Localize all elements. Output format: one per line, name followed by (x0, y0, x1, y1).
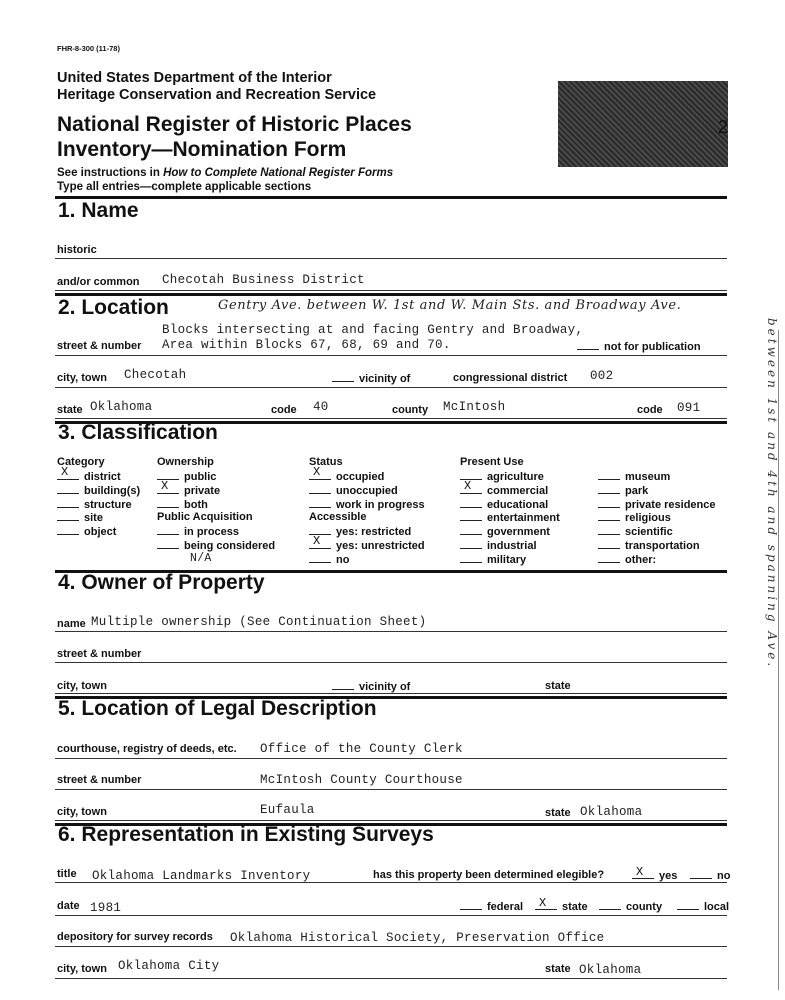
form-title-line2: Inventory—Nomination Form (57, 138, 347, 161)
state-option-label: state (562, 901, 588, 913)
not-for-publication[interactable] (577, 340, 701, 353)
present-use-checkbox[interactable] (598, 484, 620, 494)
status-heading: Status (309, 456, 343, 468)
ownership-checkbox[interactable] (157, 478, 179, 494)
section3-heading: 3. Classification (58, 421, 218, 444)
city-field[interactable]: Checotah (124, 368, 187, 382)
accessible-option[interactable] (309, 553, 425, 567)
category-option[interactable] (57, 511, 140, 525)
federal-option[interactable] (460, 900, 523, 913)
legal-state-field[interactable]: Oklahoma (580, 805, 643, 819)
present-use-checkbox[interactable] (460, 498, 482, 508)
present-use-label: military (487, 553, 527, 566)
present-use-option[interactable] (460, 498, 560, 512)
present-use-options-2 (598, 470, 716, 567)
present-use-checkbox[interactable] (460, 525, 482, 535)
accessible-checkbox[interactable] (309, 533, 331, 549)
vicinity-label: vicinity of (359, 373, 411, 385)
status-option[interactable] (309, 465, 425, 484)
eligible-label: has this property been determined elegible? (373, 869, 605, 881)
present-use-checkbox[interactable] (598, 539, 620, 549)
acquisition-heading: Public Acquisition (157, 511, 253, 523)
survey-city-field[interactable]: Oklahoma City (118, 959, 220, 973)
state-option-mark: X (539, 896, 547, 910)
legal-street-label: street & number (57, 774, 142, 786)
received-stamp (558, 81, 728, 167)
form-title (57, 112, 412, 162)
status-option[interactable] (309, 484, 425, 498)
depository-field[interactable]: Oklahoma Historical Society, Preservation Office (230, 931, 605, 945)
present-use-label: educational (487, 498, 549, 511)
section5-heading: 5. Location of Legal Description (58, 697, 377, 720)
category-option[interactable] (57, 525, 140, 539)
owner-name-field[interactable]: Multiple ownership (See Continuation Sheet) (91, 615, 427, 629)
category-label: district (84, 471, 121, 483)
ownership-mark: X (161, 478, 169, 493)
category-checkbox[interactable] (57, 465, 79, 480)
county-field[interactable]: McIntosh (443, 400, 506, 414)
status-checkbox[interactable] (309, 498, 331, 508)
eligible-no-label: no (717, 870, 731, 882)
street-line1[interactable]: Blocks intersecting at and facing Gentry and Broadway, (162, 323, 584, 337)
section2-heading: 2. Location (58, 296, 169, 319)
category-checkbox[interactable] (57, 525, 79, 535)
right-edge-line (778, 330, 779, 990)
legal-state-label: state (545, 807, 571, 819)
present-use-checkbox[interactable] (460, 511, 482, 521)
acquisition-checkbox[interactable] (157, 539, 179, 549)
agency-line2: Heritage Conservation and Recreation Service (57, 87, 377, 103)
owner-vicinity[interactable] (332, 680, 410, 693)
status-label: occupied (336, 471, 385, 483)
ownership-label: private (184, 484, 221, 497)
category-option[interactable] (57, 484, 140, 498)
form-number: FHR-8-300 (11-78) (57, 44, 120, 53)
code2-label: code (637, 404, 663, 416)
accessible-option[interactable] (309, 533, 425, 553)
accessible-label: yes: unrestricted (336, 539, 425, 552)
accessible-label: no (336, 553, 350, 566)
accessible-heading: Accessible (309, 511, 367, 523)
state-label: state (57, 404, 83, 416)
present-use-option[interactable] (598, 484, 716, 498)
status-mark: X (313, 465, 321, 479)
present-use-option[interactable] (598, 525, 716, 539)
category-checkbox[interactable] (57, 511, 79, 521)
courthouse-label: courthouse, registry of deeds, etc. (57, 743, 237, 755)
agency-line1: United States Department of the Interior (57, 70, 332, 86)
present-use-option[interactable] (460, 470, 560, 484)
accessible-options (309, 525, 425, 566)
owner-vicinity-label: vicinity of (359, 681, 411, 693)
survey-date-field[interactable]: 1981 (90, 901, 122, 915)
eligible-yes-mark: X (636, 865, 644, 879)
local-option-label: local (704, 901, 730, 913)
local-option[interactable] (677, 900, 729, 913)
eligible-yes-label: yes (659, 870, 678, 882)
eligible-yes[interactable] (632, 865, 678, 882)
common-label: and/or common (57, 276, 140, 288)
county-label: county (392, 404, 429, 416)
present-use-checkbox[interactable] (598, 470, 620, 480)
state-field[interactable]: Oklahoma (90, 400, 153, 414)
category-label: structure (84, 498, 132, 511)
present-use-option[interactable] (460, 539, 560, 553)
federal-label: federal (487, 901, 524, 913)
margin-handwritten-note: between 1st and 4th and spanning Ave. (765, 318, 779, 670)
present-use-checkbox[interactable] (598, 511, 620, 521)
present-use-checkbox[interactable] (598, 525, 620, 535)
present-use-checkbox[interactable] (598, 553, 620, 563)
courthouse-field[interactable]: Office of the County Clerk (260, 742, 463, 756)
historic-label: historic (57, 244, 97, 256)
section1-heading: 1. Name (58, 199, 139, 222)
present-use-option[interactable] (598, 511, 716, 525)
present-use-label: industrial (487, 539, 537, 552)
status-options (309, 465, 425, 511)
present-use-option[interactable] (598, 498, 716, 512)
ownership-option[interactable] (157, 498, 220, 512)
status-label: work in progress (336, 498, 425, 511)
legal-city-field[interactable]: Eufaula (260, 803, 315, 817)
ownership-label: public (184, 471, 217, 483)
present-use-option[interactable] (460, 511, 560, 525)
street-line2[interactable]: Area within Blocks 67, 68, 69 and 70. (162, 338, 451, 352)
common-name-field[interactable]: Checotah Business District (162, 273, 365, 287)
present-use-checkbox[interactable] (460, 539, 482, 549)
section4-heading: 4. Owner of Property (58, 571, 265, 594)
not-for-publication-label: not for publication (604, 341, 701, 353)
ownership-heading: Ownership (157, 456, 214, 468)
ownership-option[interactable] (157, 478, 221, 498)
acquisition-checkbox[interactable] (157, 525, 179, 535)
present-use-option[interactable] (460, 553, 560, 567)
accessible-checkbox[interactable] (309, 553, 331, 563)
acquisition-label: in process (184, 526, 240, 538)
congress-field[interactable]: 002 (590, 369, 614, 383)
survey-title-field[interactable]: Oklahoma Landmarks Inventory (92, 869, 311, 883)
ownership-options (157, 470, 220, 511)
ownership-checkbox[interactable] (157, 498, 179, 508)
category-label: building(s) (84, 484, 141, 497)
instructions (57, 166, 393, 194)
present-use-label: scientific (625, 526, 673, 539)
state-option[interactable] (535, 896, 588, 913)
category-options (57, 465, 141, 539)
instructions-line2: Type all entries—complete applicable sections (57, 181, 312, 193)
category-option[interactable] (57, 465, 140, 484)
legal-street-field[interactable]: McIntosh County Courthouse (260, 773, 463, 787)
present-use-label: entertainment (487, 512, 560, 525)
present-use-option[interactable] (598, 539, 716, 553)
acquisition-note: N/A (190, 552, 212, 565)
category-label: site (84, 512, 103, 525)
present-use-label: other: (625, 553, 657, 566)
owner-name-label: name (57, 618, 86, 630)
status-option[interactable] (309, 498, 425, 512)
present-use-label: museum (625, 471, 671, 483)
present-use-label: government (487, 526, 550, 539)
section6-heading: 6. Representation in Existing Surveys (58, 823, 434, 846)
code-label: code (271, 404, 297, 416)
acquisition-option[interactable] (157, 525, 275, 539)
present-use-label: transportation (625, 539, 700, 552)
handwritten-location: Gentry Ave. between W. 1st and W. Main Sts. and Broadway Ave. (218, 298, 682, 313)
code-field[interactable]: 40 (313, 400, 329, 414)
status-checkbox[interactable] (309, 465, 331, 480)
category-heading: Category (57, 456, 105, 468)
category-option[interactable] (57, 498, 140, 512)
present-use-checkbox[interactable] (460, 478, 482, 494)
acquisition-label: being considered (184, 539, 276, 552)
ownership-label: both (184, 498, 208, 511)
agency-block (57, 70, 376, 104)
status-checkbox[interactable] (309, 484, 331, 494)
present-use-label: agriculture (487, 471, 544, 483)
present-use-checkbox[interactable] (598, 498, 620, 508)
present-use-heading: Present Use (460, 456, 524, 468)
survey-date-label: date (57, 900, 80, 912)
category-label: object (84, 526, 117, 539)
present-use-label: park (625, 484, 649, 497)
acquisition-option[interactable] (157, 539, 275, 553)
acquisition-options (157, 525, 275, 553)
owner-state-label: state (545, 680, 571, 692)
category-mark: X (61, 465, 69, 479)
category-checkbox[interactable] (57, 498, 79, 508)
county-option[interactable] (599, 900, 662, 913)
survey-state-field[interactable]: Oklahoma (579, 963, 642, 977)
stamp-digit: 2 (718, 117, 729, 137)
survey-city-label: city, town (57, 963, 107, 975)
vicinity[interactable] (332, 372, 410, 385)
present-use-label: commercial (487, 484, 549, 497)
present-use-label: religious (625, 512, 671, 525)
instructions-italic: How to Complete National Register Forms (163, 167, 394, 179)
congress-label: congressional district (453, 372, 568, 384)
present-use-option[interactable] (598, 470, 716, 484)
accessible-option[interactable] (309, 525, 425, 539)
accessible-mark: X (313, 533, 321, 548)
present-use-option[interactable] (460, 525, 560, 539)
city-label: city, town (57, 372, 107, 384)
survey-title-label: title (57, 868, 77, 880)
eligible-no[interactable] (690, 869, 730, 882)
legal-city-label: city, town (57, 806, 107, 818)
form-title-line1: National Register of Historic Places (57, 113, 412, 136)
accessible-label: yes: restricted (336, 526, 412, 538)
present-use-options-1 (460, 470, 560, 567)
status-label: unoccupied (336, 484, 398, 497)
present-use-option[interactable] (598, 553, 716, 567)
survey-state-label: state (545, 963, 571, 975)
street-label: street & number (57, 340, 142, 352)
category-checkbox[interactable] (57, 484, 79, 494)
depository-label: depository for survey records (57, 931, 213, 943)
instructions-prefix: See instructions in (57, 167, 164, 179)
owner-street-label: street & number (57, 648, 142, 660)
present-use-mark: X (464, 478, 472, 493)
code2-field[interactable]: 091 (677, 401, 701, 415)
county-option-label: county (626, 901, 663, 913)
owner-city-label: city, town (57, 680, 107, 692)
present-use-option[interactable] (460, 478, 560, 498)
present-use-label: private residence (625, 498, 716, 511)
present-use-checkbox[interactable] (460, 553, 482, 563)
